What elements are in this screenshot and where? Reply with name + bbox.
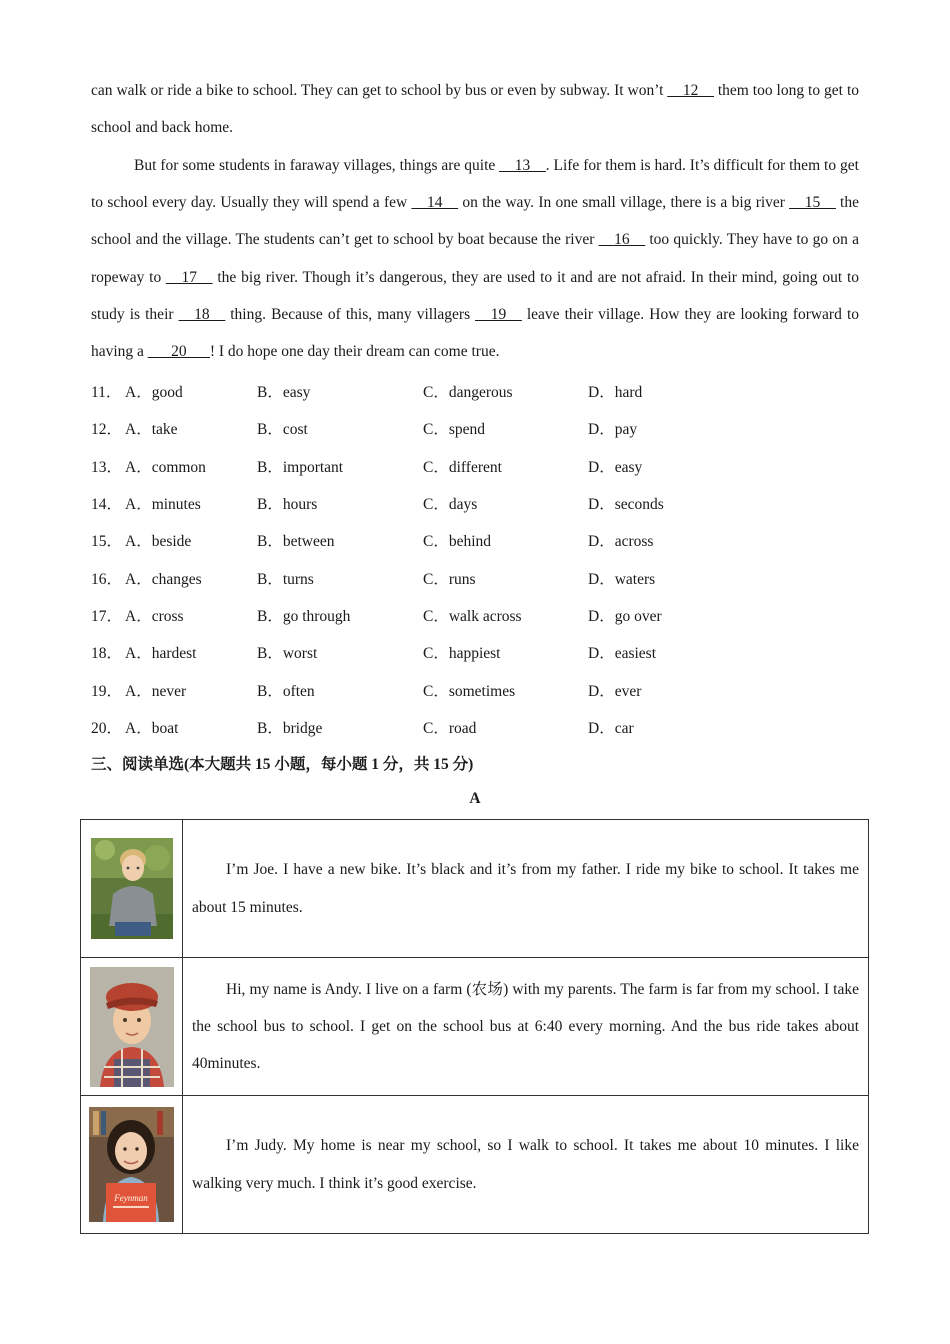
option-c: C．dangerous bbox=[423, 384, 513, 401]
joe-photo bbox=[91, 838, 173, 939]
question-11-options bbox=[91, 380, 859, 404]
option-d: D．across bbox=[588, 533, 654, 550]
option-d: D．easiest bbox=[588, 645, 657, 662]
passage-paragraph-2: But for some students in faraway villages, things are quite __13__. Life for them is hard. It’s difficult for them to get to school every day. Usually they will spend a few __14__ on the way. In one small village, there is a big river __15__ the school and the village. The students can’t get to school by boat because the river __16__ too quickly. They have to go on a ropeway to __17__ the big river. Though it’s dangerous, they are used to it and are not afraid. In their mind, going out to study is their __18__ thing. Because of this, many villagers __19__ leave their village. How they are looking forward to having a ___20___! I do hope one day their dream can come true. bbox=[91, 157, 860, 361]
option-a: A．cross bbox=[125, 608, 184, 625]
option-a: A．hardest bbox=[125, 645, 197, 662]
option-b: B．go through bbox=[257, 608, 351, 625]
question-16-options bbox=[91, 567, 859, 591]
question-number: 20． bbox=[91, 720, 123, 737]
option-c: C．different bbox=[423, 459, 502, 476]
option-d: D．pay bbox=[588, 421, 638, 438]
option-d: D．go over bbox=[588, 608, 662, 625]
question-12-options bbox=[91, 417, 859, 441]
question-number: 18． bbox=[91, 645, 123, 662]
blank-15: __15__ bbox=[789, 194, 836, 212]
option-b: B．easy bbox=[257, 384, 311, 401]
question-20-options bbox=[91, 716, 859, 740]
question-number: 17． bbox=[91, 608, 123, 625]
option-a: A．beside bbox=[125, 533, 192, 550]
option-b: B．between bbox=[257, 533, 335, 550]
option-d: D．ever bbox=[588, 683, 642, 700]
option-a: A．boat bbox=[125, 720, 179, 737]
option-d: D．easy bbox=[588, 459, 643, 476]
andy-text: Hi, my name is Andy. I live on a farm (农场) with my parents. The farm is far from my school. I take the school bus to school. I get on the school bus at 6:40 every morning. And the bus ride takes about 40minutes. bbox=[192, 980, 859, 1073]
option-c: C．days bbox=[423, 496, 478, 513]
photo-cell bbox=[81, 820, 183, 958]
option-b: B．worst bbox=[257, 645, 318, 662]
question-number: 14． bbox=[91, 496, 123, 513]
option-d: D．seconds bbox=[588, 496, 664, 513]
photo-cell bbox=[81, 1096, 183, 1234]
option-a: A．never bbox=[125, 683, 187, 700]
blank-18: __18__ bbox=[178, 305, 226, 323]
option-d: D．car bbox=[588, 720, 634, 737]
question-19-options bbox=[91, 679, 859, 703]
blank-13: __13__ bbox=[499, 157, 546, 174]
option-a: A．good bbox=[125, 384, 183, 401]
joe-text-cell bbox=[183, 820, 869, 958]
blank-17: __17__ bbox=[166, 268, 213, 286]
option-a: A．common bbox=[125, 459, 206, 476]
blank-16: __16__ bbox=[598, 231, 646, 249]
joe-text: I’m Joe. I have a new bike. It’s black and it’s from my father. I ride my bike to school. It takes me about 15 minutes. bbox=[192, 861, 859, 916]
option-c: C．spend bbox=[423, 421, 486, 438]
blank-20: ___20___ bbox=[147, 343, 210, 361]
option-c: C．happiest bbox=[423, 645, 501, 662]
passage-label: A bbox=[469, 790, 481, 807]
option-c: C．runs bbox=[423, 571, 476, 588]
option-b: B．turns bbox=[257, 571, 314, 588]
people-table bbox=[80, 819, 869, 1234]
question-13-options bbox=[91, 455, 859, 479]
question-14-options bbox=[91, 492, 859, 516]
option-b: B．hours bbox=[257, 496, 318, 513]
blank-19: __19__ bbox=[475, 305, 522, 323]
question-number: 16． bbox=[91, 571, 123, 588]
question-number: 13． bbox=[91, 459, 123, 476]
question-18-options bbox=[91, 641, 859, 665]
judy-text-cell bbox=[183, 1096, 869, 1234]
andy-text-cell bbox=[183, 958, 869, 1096]
option-c: C．behind bbox=[423, 533, 492, 550]
option-c: C．sometimes bbox=[423, 683, 516, 700]
judy-text: I’m Judy. My home is near my school, so I walk to school. It takes me about 10 minutes. I like walking very much. I think it’s good exercise. bbox=[192, 1137, 859, 1192]
table-row bbox=[81, 820, 869, 958]
option-b: B．important bbox=[257, 459, 344, 476]
table-row bbox=[81, 1096, 869, 1234]
question-number: 19． bbox=[91, 683, 123, 700]
blank-12: __12__ bbox=[667, 82, 714, 99]
question-15-options bbox=[91, 529, 859, 553]
judy-photo bbox=[89, 1107, 174, 1222]
book-title: Feynman bbox=[114, 1193, 148, 1203]
photo-cell bbox=[81, 958, 183, 1096]
option-a: A．minutes bbox=[125, 496, 201, 513]
option-b: B．bridge bbox=[257, 720, 323, 737]
section-title: 三、阅读单选(本大题共 15 小题，每小题 1 分，共 15 分) bbox=[91, 756, 474, 773]
question-17-options bbox=[91, 604, 859, 628]
andy-photo bbox=[90, 967, 174, 1087]
question-number: 11． bbox=[91, 384, 122, 401]
option-d: D．waters bbox=[588, 571, 656, 588]
blank-14: __14__ bbox=[411, 194, 459, 212]
table-row bbox=[81, 958, 869, 1096]
option-c: C．walk across bbox=[423, 608, 522, 625]
option-d: D．hard bbox=[588, 384, 643, 401]
option-b: B．cost bbox=[257, 421, 308, 438]
question-number: 12． bbox=[91, 421, 123, 438]
option-a: A．changes bbox=[125, 571, 202, 588]
option-c: C．road bbox=[423, 720, 477, 737]
question-number: 15． bbox=[91, 533, 123, 550]
option-a: A．take bbox=[125, 421, 178, 438]
option-b: B．often bbox=[257, 683, 315, 700]
passage-paragraph-1: can walk or ride a bike to school. They can get to school by bus or even by subway. It won’t __12__ them too long to get to school and back home. bbox=[91, 82, 859, 137]
